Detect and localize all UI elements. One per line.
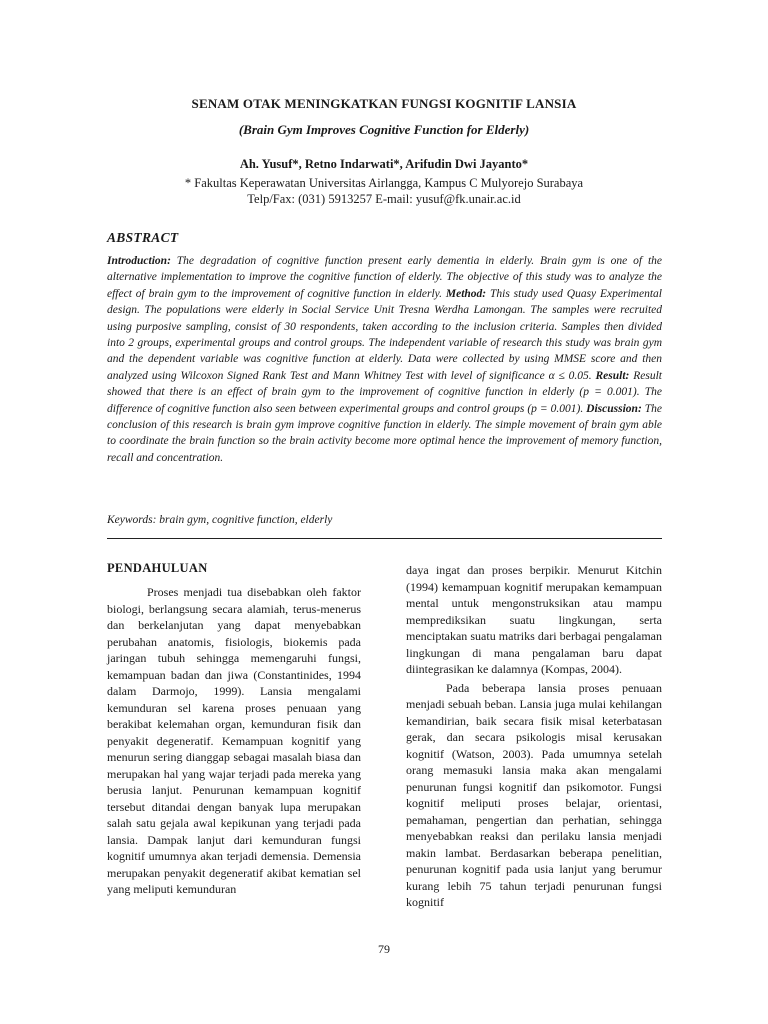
page-number: 79 [378,942,390,956]
keywords-line: Keywords: brain gym, cognitive function, elderly [107,514,333,526]
abstract-intro-text: The degradation of cognitive function present early dementia in elderly. Brain gym is one of the alternative implementation to improve the cognitive function of elderly. The objective of this study was to analyze the effect of brain gym to the improvement of cognitive function in elderly. [107,255,662,300]
abstract-discussion-label: Discussion: [586,402,642,415]
section-divider [107,538,662,539]
abstract-result-text: Result showed that there is an effect of brain gym to the improvement of cognitive function in elderly (p = 0.001). The difference of cognitive function also seen between experimental groups and control groups (p = 0.001). [107,369,662,415]
abstract-method-text: This study used Quasy Experimental design. The populations were elderly in Social Service Unit Tresna Werdha Lamongan. The samples were recruited using purposive sampling, consist of 30 respondents, taken according to the inclusion criteria. Samples then divided into 2 groups, experimental groups and control groups. The independent variable of research this study was brain gym and the dependent variable was cognitive function at elderly. Data were collected by using MMSE score and then analyzed using Wilcoxon Signed Rank Test and Mann Whitney Test with level of significance α ≤ 0.05. [107,287,662,382]
contact-line: Telp/Fax: (031) 5913257 E-mail: yusuf@fk.unair.ac.id [247,192,521,206]
right-column [406,562,662,911]
paper-authors: Ah. Yusuf*, Retno Indarwati*, Arifudin Dwi Jayanto* [239,157,529,171]
paper-subtitle: (Brain Gym Improves Cognitive Function for Elderly) [238,122,530,137]
abstract-method-label: Method: [445,287,487,300]
right-paragraph-1: daya ingat dan proses berpikir. Menurut Kitchin (1994) kemampuan kognitif merupakan kemampuan mental untuk mengonstruksikan atau mampu memprediksikan suatu lingkungan, serta menciptakan suatu matriks dari berbagai pengalaman lingkungan di mana pengalaman baru dapat diintegrasikan ke dalamnya (Kompas, 2004). [406,563,662,676]
abstract-heading: ABSTRACT [107,230,179,245]
abstract-result-label: Result: [595,369,630,382]
paper-title: SENAM OTAK MENINGKATKAN FUNGSI KOGNITIF LANSIA [191,96,577,111]
abstract-body [107,253,662,466]
left-column [107,584,361,898]
affiliation-line: * Fakultas Keperawatan Universitas Airlangga, Kampus C Mulyorejo Surabaya [184,176,584,190]
abstract-intro-label: Introduction: [107,255,171,267]
author-affiliation-block [100,175,668,207]
abstract-discussion-text: The conclusion of this research is brain gym improve cognitive function in elderly. The simple movement of brain gym able to coordinate the brain function so the brain activity become more optimal hence the improvement of memory function, recall and concentration. [107,402,662,464]
right-paragraph-2: Pada beberapa lansia proses penuaan menjadi sebuah beban. Lansia juga mulai kehilangan kemandirian, baik secara fisik misal keterbatasan gerak, dan secara psikologis misal kerusakan kognitif (Watson, 2003). Pada umumnya setelah orang memasuki lansia maka akan mengalami penurunan fungsi kognitif dan psikomotor. Fungsi kognitif meliputi proses belajar, orientasi, pemahaman, pengertian dan perhatian, sehingga menyebabkan reaksi dan perilaku lansia menjadi makin lambat. Berdasarkan beberapa penelitian, penurunan kognitif pada usia lanjut yang berumur kurang lebih 75 tahun terjadi penurunan fungsi kognitif [406,680,662,909]
left-paragraph: Proses menjadi tua disebabkan oleh faktor biologi, berlangsung secara alamiah, terus-menerus dan berkelanjutan yang dapat menyebabkan perubahan anatomis, fisiologis, biokemis pada jaringan tubuh sehingga memengaruhi fungsi, kemampuan badan dan jiwa (Constantinides, 1994 dalam Darmojo, 1999). Lansia mengalami kemunduran sel karena proses penuaan yang berakibat kelemahan organ, kemunduran fisik dan penyakit degeneratif. Kemampuan kognitif yang menurun sering dianggap sebagai masalah biasa dan merupakan hal yang wajar terjadi pada mereka yang berusia lanjut. Penurunan kemampuan kognitif tersebut ditandai dengan banyak lupa merupakan salah satu gejala awal kepikunan yang terjadi pada lansia. Dampak lanjut dari kemunduran fungsi kognitif umumnya akan terjadi demensia. Demensia merupakan penyakit degeneratif akibat kematian sel yang meliputi kemunduran [107,585,361,896]
section-heading-pendahuluan: PENDAHULUAN [107,561,208,575]
